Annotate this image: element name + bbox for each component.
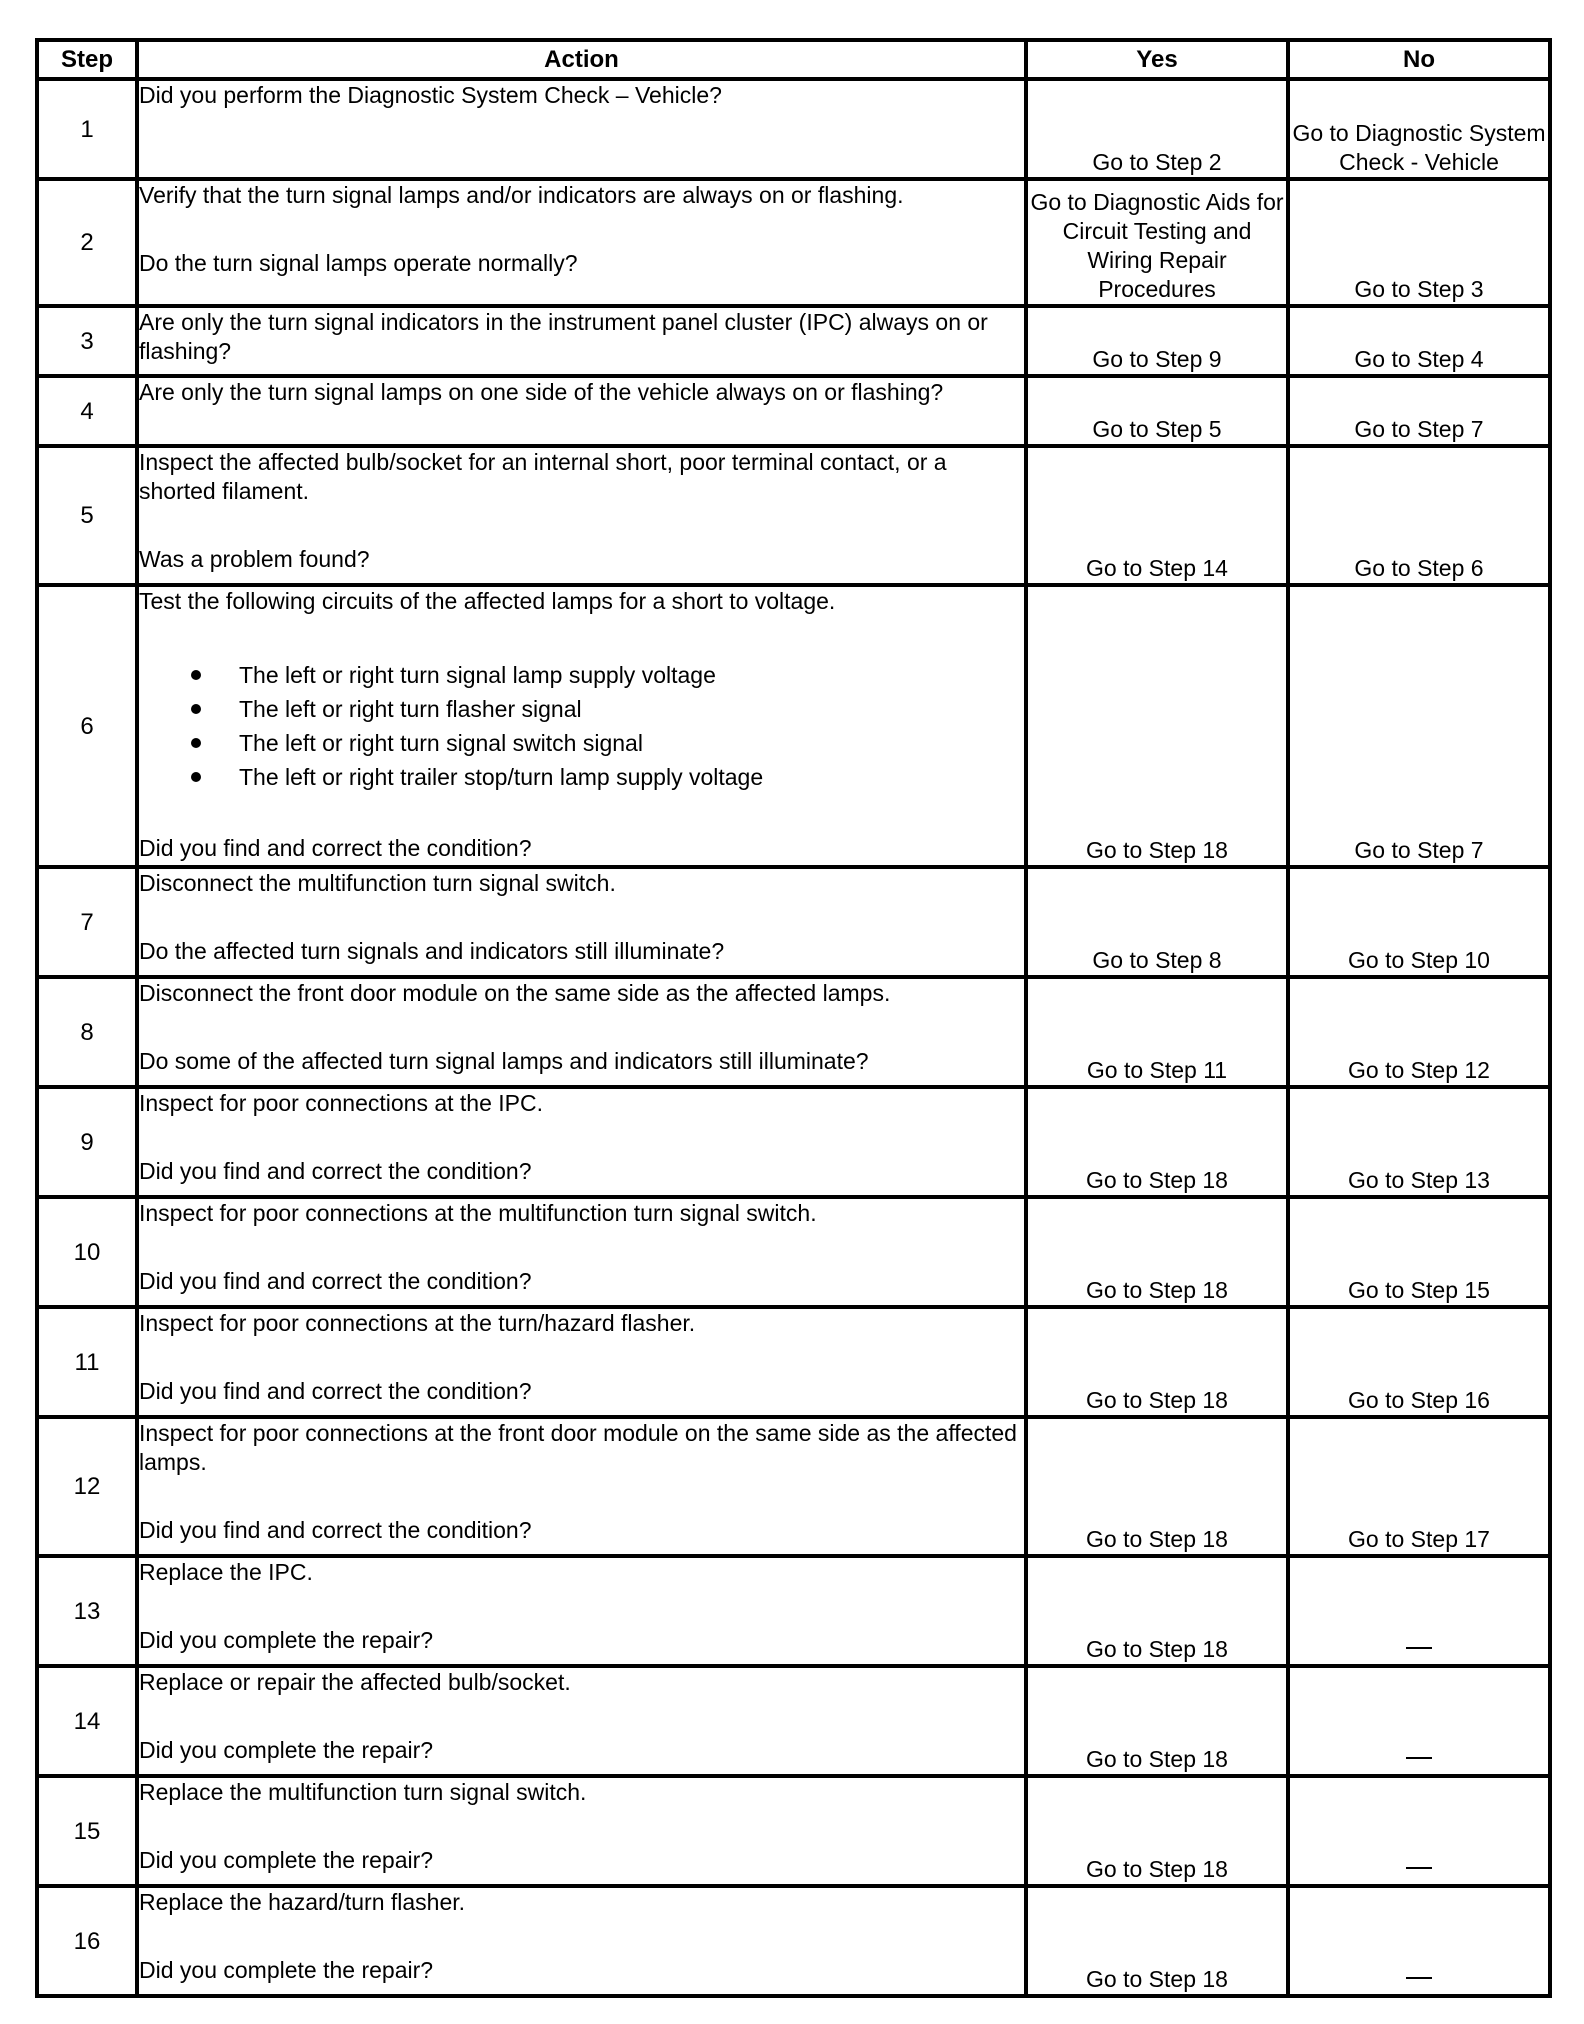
dash-icon (1406, 1867, 1432, 1869)
diagnostic-table-container (35, 38, 1548, 1998)
list-item (139, 658, 1024, 692)
action-cell (137, 1666, 1026, 1776)
table-row (37, 446, 1550, 585)
table-row (37, 1417, 1550, 1556)
no-cell (1288, 1886, 1550, 1996)
header-yes: Yes (1026, 40, 1288, 79)
yes-cell: Go to Step 18 (1026, 1417, 1288, 1556)
yes-cell: Go to Step 8 (1026, 867, 1288, 977)
action-text: Replace or repair the affected bulb/socket. (139, 1669, 571, 1695)
yes-cell: Go to Diagnostic Aids for Circuit Testing and Wiring Repair Procedures (1026, 179, 1288, 306)
table-row (37, 306, 1550, 376)
step-number: 9 (37, 1087, 137, 1197)
action-cell (137, 1307, 1026, 1417)
action-text: Disconnect the front door module on the same side as the affected lamps. (139, 980, 891, 1006)
table-row (37, 1307, 1550, 1417)
table-row (37, 1776, 1550, 1886)
action-text: Test the following circuits of the affected lamps for a short to voltage. (139, 588, 836, 614)
no-cell: Go to Step 10 (1288, 867, 1550, 977)
action-text: Are only the turn signal lamps on one side of the vehicle always on or flashing? (139, 379, 944, 405)
action-text: Replace the multifunction turn signal switch. (139, 1779, 587, 1805)
action-question: Do some of the affected turn signal lamps and indicators still illuminate? (139, 1048, 869, 1074)
list-item (139, 760, 1024, 794)
table-row (37, 977, 1550, 1087)
table-row (37, 1197, 1550, 1307)
action-cell (137, 306, 1026, 376)
no-cell: Go to Step 17 (1288, 1417, 1550, 1556)
no-cell: Go to Step 4 (1288, 306, 1550, 376)
yes-cell: Go to Step 11 (1026, 977, 1288, 1087)
action-cell (137, 1417, 1026, 1556)
action-cell (137, 1886, 1026, 1996)
action-question: Did you complete the repair? (139, 1957, 434, 1983)
action-cell (137, 79, 1026, 179)
action-text: Inspect for poor connections at the IPC. (139, 1090, 544, 1116)
no-cell: Go to Step 15 (1288, 1197, 1550, 1307)
action-text: Did you perform the Diagnostic System Check – Vehicle? (139, 82, 722, 108)
list-item-text: The left or right turn signal switch signal (239, 730, 643, 756)
yes-cell: Go to Step 2 (1026, 79, 1288, 179)
diagnostic-table (35, 38, 1552, 1998)
yes-cell: Go to Step 18 (1026, 1886, 1288, 1996)
table-row (37, 585, 1550, 867)
step-number: 8 (37, 977, 137, 1087)
yes-cell: Go to Step 14 (1026, 446, 1288, 585)
action-cell (137, 1556, 1026, 1666)
action-cell (137, 446, 1026, 585)
action-text: Disconnect the multifunction turn signal switch. (139, 870, 616, 896)
list-item-text: The left or right turn signal lamp supply voltage (239, 662, 716, 688)
yes-cell: Go to Step 9 (1026, 306, 1288, 376)
action-question: Do the turn signal lamps operate normally? (139, 250, 578, 276)
list-item (139, 692, 1024, 726)
action-cell (137, 1087, 1026, 1197)
step-number: 12 (37, 1417, 137, 1556)
action-question: Did you find and correct the condition? (139, 1517, 532, 1543)
header-no: No (1288, 40, 1550, 79)
step-number: 2 (37, 179, 137, 306)
yes-cell: Go to Step 18 (1026, 1666, 1288, 1776)
action-text: Are only the turn signal indicators in the instrument panel cluster (IPC) always on or flashing? (139, 309, 988, 364)
no-cell: Go to Diagnostic System Check - Vehicle (1288, 79, 1550, 179)
action-question: Did you complete the repair? (139, 1627, 434, 1653)
list-item (139, 726, 1024, 760)
action-cell (137, 585, 1026, 867)
step-number: 14 (37, 1666, 137, 1776)
dash-icon (1406, 1757, 1432, 1759)
no-cell (1288, 1666, 1550, 1776)
action-question: Did you complete the repair? (139, 1737, 434, 1763)
dash-icon (1406, 1977, 1432, 1979)
action-text: Inspect the affected bulb/socket for an internal short, poor terminal contact, or a shorted filament. (139, 449, 947, 504)
table-row (37, 1087, 1550, 1197)
bullet-icon (191, 738, 201, 748)
step-number: 5 (37, 446, 137, 585)
no-cell: Go to Step 16 (1288, 1307, 1550, 1417)
action-question: Did you find and correct the condition? (139, 1158, 532, 1184)
bullet-icon (191, 670, 201, 680)
step-number: 7 (37, 867, 137, 977)
action-text: Inspect for poor connections at the front door module on the same side as the affected lamps. (139, 1420, 1017, 1475)
table-row (37, 79, 1550, 179)
list-item-text: The left or right turn flasher signal (239, 696, 582, 722)
action-question: Did you find and correct the condition? (139, 1268, 532, 1294)
table-row (37, 1886, 1550, 1996)
action-cell (137, 977, 1026, 1087)
no-cell: Go to Step 13 (1288, 1087, 1550, 1197)
action-text: Inspect for poor connections at the multifunction turn signal switch. (139, 1200, 817, 1226)
header-action: Action (137, 40, 1026, 79)
yes-cell: Go to Step 18 (1026, 1087, 1288, 1197)
table-row (37, 867, 1550, 977)
step-number: 1 (37, 79, 137, 179)
no-cell (1288, 1556, 1550, 1666)
step-number: 15 (37, 1776, 137, 1886)
action-question: Do the affected turn signals and indicators still illuminate? (139, 938, 725, 964)
no-cell: Go to Step 12 (1288, 977, 1550, 1087)
action-cell (137, 376, 1026, 446)
step-number: 3 (37, 306, 137, 376)
bullet-icon (191, 704, 201, 714)
action-text: Replace the hazard/turn flasher. (139, 1889, 466, 1915)
yes-cell: Go to Step 18 (1026, 585, 1288, 867)
circuit-list (139, 658, 1024, 794)
table-row (37, 1556, 1550, 1666)
action-text: Verify that the turn signal lamps and/or indicators are always on or flashing. (139, 182, 904, 208)
step-number: 4 (37, 376, 137, 446)
action-text: Inspect for poor connections at the turn/hazard flasher. (139, 1310, 696, 1336)
action-cell (137, 1776, 1026, 1886)
table-row (37, 179, 1550, 306)
step-number: 11 (37, 1307, 137, 1417)
yes-cell: Go to Step 18 (1026, 1556, 1288, 1666)
step-number: 10 (37, 1197, 137, 1307)
no-cell: Go to Step 3 (1288, 179, 1550, 306)
action-text: Replace the IPC. (139, 1559, 313, 1585)
header-step: Step (37, 40, 137, 79)
yes-cell: Go to Step 18 (1026, 1197, 1288, 1307)
no-cell: Go to Step 7 (1288, 585, 1550, 867)
table-header-row (37, 40, 1550, 79)
yes-cell: Go to Step 18 (1026, 1776, 1288, 1886)
dash-icon (1406, 1647, 1432, 1649)
action-cell (137, 179, 1026, 306)
action-question: Did you complete the repair? (139, 1847, 434, 1873)
action-cell (137, 1197, 1026, 1307)
action-cell (137, 867, 1026, 977)
no-cell: Go to Step 7 (1288, 376, 1550, 446)
yes-cell: Go to Step 5 (1026, 376, 1288, 446)
table-row (37, 376, 1550, 446)
bullet-icon (191, 772, 201, 782)
action-question: Did you find and correct the condition? (139, 835, 532, 861)
list-item-text: The left or right trailer stop/turn lamp supply voltage (239, 764, 764, 790)
step-number: 16 (37, 1886, 137, 1996)
no-cell (1288, 1776, 1550, 1886)
action-question: Did you find and correct the condition? (139, 1378, 532, 1404)
action-question: Was a problem found? (139, 546, 370, 572)
table-row (37, 1666, 1550, 1776)
step-number: 13 (37, 1556, 137, 1666)
yes-cell: Go to Step 18 (1026, 1307, 1288, 1417)
no-cell: Go to Step 6 (1288, 446, 1550, 585)
step-number: 6 (37, 585, 137, 867)
